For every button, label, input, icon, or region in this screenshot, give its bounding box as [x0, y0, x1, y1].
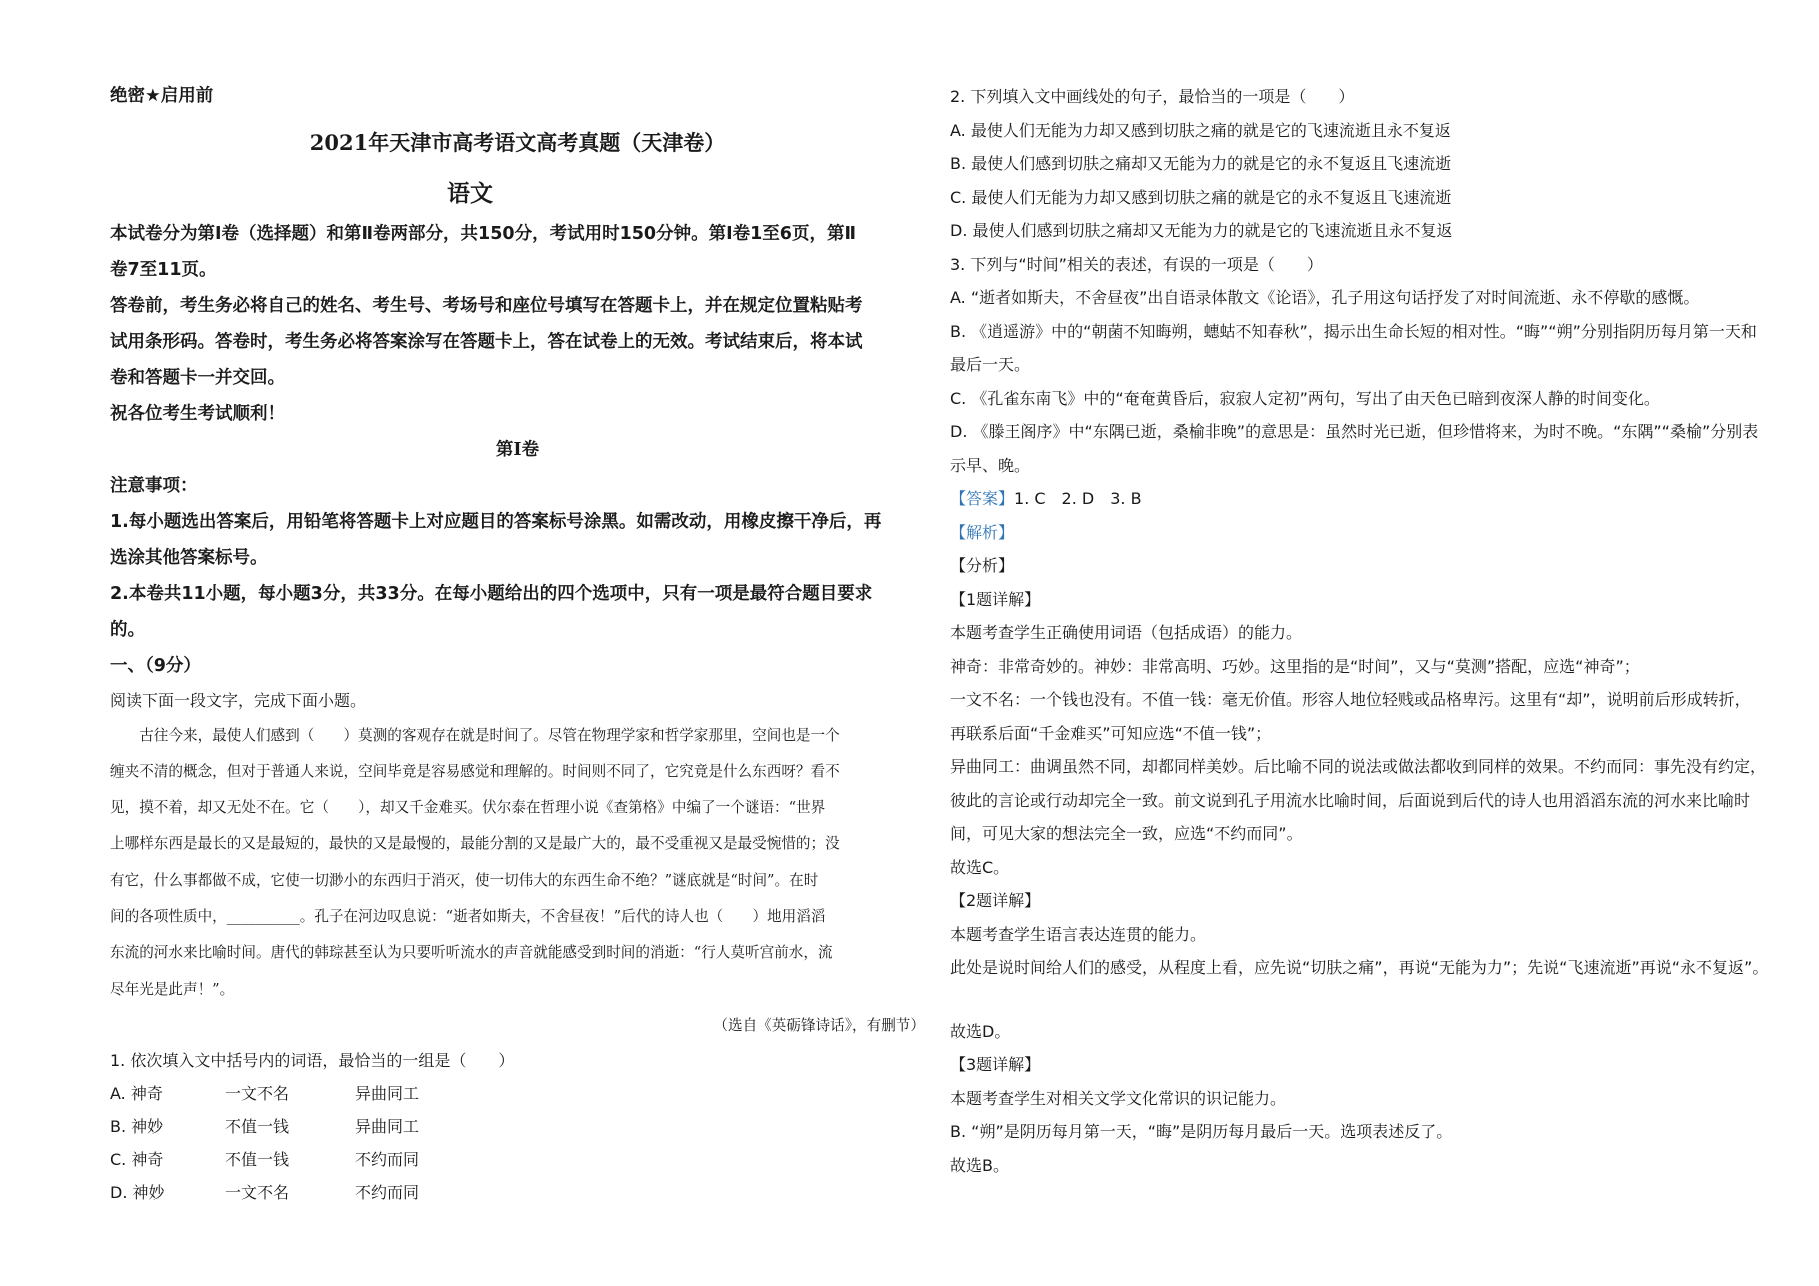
question-2: 2. 下列填入文中画线处的句子，最恰当的一项是（ ）	[950, 87, 1355, 106]
option-cell: A. 神奇	[110, 1084, 163, 1104]
notes-title: 注意事项：	[110, 476, 198, 496]
analysis-line: 间，可见大家的想法完全一致，应选“不约而同”。	[950, 824, 1303, 843]
option-line: 示早、晚。	[950, 455, 1031, 475]
option-line: 最后一天。	[950, 355, 1031, 374]
intro-line: 祝各位考生考试顺利！	[110, 404, 285, 424]
option-cell: 一文不名	[225, 1084, 290, 1104]
option-cell: 不约而同	[355, 1183, 420, 1203]
analysis-line: 【2题详解】	[950, 891, 1041, 910]
analysis-block-2	[950, 1015, 1760, 1183]
analysis-line: 【1题详解】	[950, 589, 1041, 609]
analysis-line: 神奇：非常奇妙的。神妙：非常高明、巧妙。这里指的是“时间”，又与“莫测”搭配，应选“神奇”；	[950, 656, 1640, 676]
passage-line: 上哪样东西是最长的又是最短的，最快的又是最慢的，最能分割的又是最广大的，最不受重视又是最受惋惜的；没	[110, 835, 840, 853]
analysis-line: 一文不名：一个钱也没有。不值一钱：毫无价值。形容人地位轻贱或品格卑污。这里有“却”，说明前后形成转折，	[950, 690, 1751, 709]
analysis-line: 本题考查学生对相关文学文化常识的识记能力。	[950, 1088, 1287, 1108]
option-cell: C. 神奇	[110, 1150, 164, 1170]
option-line: A. 最使人们无能为力却又感到切肤之痛的就是它的飞速流逝且永不复返	[950, 120, 1451, 140]
intro-block	[110, 216, 925, 432]
analysis-block	[950, 549, 1769, 985]
analysis-line: 本题考查学生语言表达连贯的能力。	[950, 924, 1207, 944]
note-line: 选涂其他答案标号。	[110, 548, 268, 568]
answer-line	[950, 482, 1760, 516]
analysis-line: 异曲同工：曲调虽然不同，却都同样美妙。后比喻不同的说法或做法都收到同样的效果。不约而同：事先没有约定，	[950, 757, 1767, 776]
option-cell: 不值一钱	[225, 1117, 290, 1137]
analysis-line: B. “朔”是阴历每月第一天，“晦”是阴历每月最后一天。选项表述反了。	[950, 1122, 1453, 1141]
reading-instruction: 阅读下面一段文字，完成下面小题。	[110, 691, 367, 710]
option-line: B. 《逍遥游》中的“朝菌不知晦朔，蟪蛄不知春秋”，揭示出生命长短的相对性。“晦”“朔”分别指阴历每月第一天和	[950, 321, 1757, 341]
passage-source: （选自《英砺锋诗话》，有删节）	[713, 1016, 925, 1034]
intro-line: 答卷前，考生务必将自己的姓名、考生号、考场号和座位号填写在答题卡上，并在规定位置粘贴考	[110, 296, 863, 316]
passage-line: 古往今来，最使人们感到（ ）莫测的客观存在就是时间了。尽管在物理学家和哲学家那里，空间也是一个	[110, 726, 840, 744]
passage-line: 有它，什么事都做不成，它使一切渺小的东西归于消灭，使一切伟大的东西生命不绝？”谜底就是“时间”。在时	[110, 871, 819, 889]
question-3: 3. 下列与“时间”相关的表述，有误的一项是（ ）	[950, 254, 1323, 274]
intro-line: 本试卷分为第Ⅰ卷（选择题）和第Ⅱ卷两部分，共150分，考试用时150分钟。第Ⅰ卷1至6页，第Ⅱ	[110, 224, 856, 244]
analysis-line: 故选B。	[950, 1155, 1009, 1175]
answer-text: 1. C 2. D 3. B	[1014, 489, 1142, 508]
right-column	[950, 80, 1769, 1182]
passage-line: 东流的河水来比喻时间。唐代的韩琮甚至认为只要听听流水的声音就能感受到时间的消逝：“行人莫听宫前水，流	[110, 944, 833, 962]
option-line: A. “逝者如斯夫，不舍昼夜”出自语录体散文《论语》，孔子用这句话抒发了对时间流逝、永不停歇的感慨。	[950, 288, 1700, 307]
option-line: D. 最使人们感到切肤之痛却又无能为力的就是它的飞速流逝且永不复返	[950, 221, 1453, 240]
passage-line: 尽年光是此声！”。	[110, 980, 235, 998]
option-line: B. 最使人们感到切肤之痛却又无能为力的就是它的永不复返且飞速流逝	[950, 154, 1452, 173]
intro-line: 卷7至11页。	[110, 260, 217, 280]
secret-label: 绝密★启用前	[110, 86, 214, 106]
answer-label: 【答案】	[950, 489, 1015, 508]
passage-line: 缠夹不清的概念，但对于普通人来说，空间毕竟是容易感觉和理解的。时间则不同了，它究竟是什么东西呀？看不	[110, 762, 840, 780]
reading-passage	[110, 718, 925, 1008]
option-cell: 不约而同	[355, 1150, 420, 1170]
option-line: C. 最使人们无能为力却又感到切肤之痛的就是它的永不复返且飞速流逝	[950, 187, 1452, 207]
question-3-options	[950, 281, 1760, 482]
note-line: 2.本卷共11小题，每小题3分，共33分。在每小题给出的四个选项中，只有一项是最符合题目要求	[110, 584, 873, 604]
option-row	[110, 1077, 925, 1110]
option-cell: 不值一钱	[225, 1150, 290, 1170]
question-2-options	[950, 114, 1760, 248]
subject-title: 语文	[447, 180, 493, 207]
option-cell: 异曲同工	[355, 1084, 420, 1104]
notes-block	[110, 504, 925, 648]
option-cell: 一文不名	[225, 1183, 290, 1203]
note-line: 的。	[110, 620, 145, 640]
analysis-line: 故选D。	[950, 1021, 1011, 1041]
option-row	[110, 1110, 925, 1143]
question-1-options	[110, 1077, 925, 1209]
analysis-line: 【分析】	[950, 556, 1015, 575]
option-cell: B. 神妙	[110, 1117, 164, 1137]
passage-line: 间的各项性质中，__________。孔子在河边叹息说：“逝者如斯夫，不舍昼夜！”后代的诗人也（ ）地用滔滔	[110, 907, 826, 925]
option-cell: D. 神妙	[110, 1183, 165, 1203]
analysis-line: 【3题详解】	[950, 1055, 1041, 1074]
intro-line: 卷和答题卡一并交回。	[110, 368, 285, 388]
analysis-line: 此处是说时间给人们的感受，从程度上看，应先说“切肤之痛”，再说“无能为力”；先说“飞速流逝”再说“永不复返”。	[950, 958, 1769, 977]
intro-line: 试用条形码。答卷时，考生务必将答案涂写在答题卡上，答在试卷上的无效。考试结束后，将本试	[110, 332, 863, 352]
exam-title: 2021年天津市高考语文高考真题（天津卷）	[309, 130, 726, 155]
analysis-line: 彼此的言论或行动却完全一致。前文说到孔子用流水比喻时间，后面说到后代的诗人也用滔滔东流的河水来比喻时	[950, 790, 1751, 810]
analysis-label: 【解析】	[950, 522, 1015, 542]
option-row	[110, 1176, 925, 1209]
analysis-line: 再联系后面“千金难买”可知应选“不值一钱”；	[950, 723, 1272, 743]
note-line: 1.每小题选出答案后，用铅笔将答题卡上对应题目的答案标号涂黑。如需改动，用橡皮擦干净后，再	[110, 512, 882, 532]
analysis-line: 故选C。	[950, 857, 1010, 877]
question-1: 1. 依次填入文中括号内的词语，最恰当的一组是（ ）	[110, 1050, 515, 1070]
part-title: 第Ⅰ卷	[495, 440, 540, 460]
analysis-line: 本题考查学生正确使用词语（包括成语）的能力。	[950, 623, 1303, 642]
passage-line: 见，摸不着，却又无处不在。它（ ），却又千金难买。伏尔泰在哲理小说《查第格》中编了一个谜语：“世界	[110, 799, 826, 817]
option-row	[110, 1143, 925, 1176]
option-cell: 异曲同工	[355, 1117, 420, 1137]
left-column	[110, 78, 925, 1209]
option-line: D. 《滕王阁序》中“东隅已逝，桑榆非晚”的意思是：虽然时光已逝，但珍惜将来，为时不晚。“东隅”“桑榆”分别表	[950, 422, 1759, 441]
option-line: C. 《孔雀东南飞》中的“奄奄黄昏后，寂寂人定初”两句，写出了由天色已暗到夜深人静的时间变化。	[950, 388, 1660, 408]
section-heading: 一、（9分）	[110, 656, 201, 676]
